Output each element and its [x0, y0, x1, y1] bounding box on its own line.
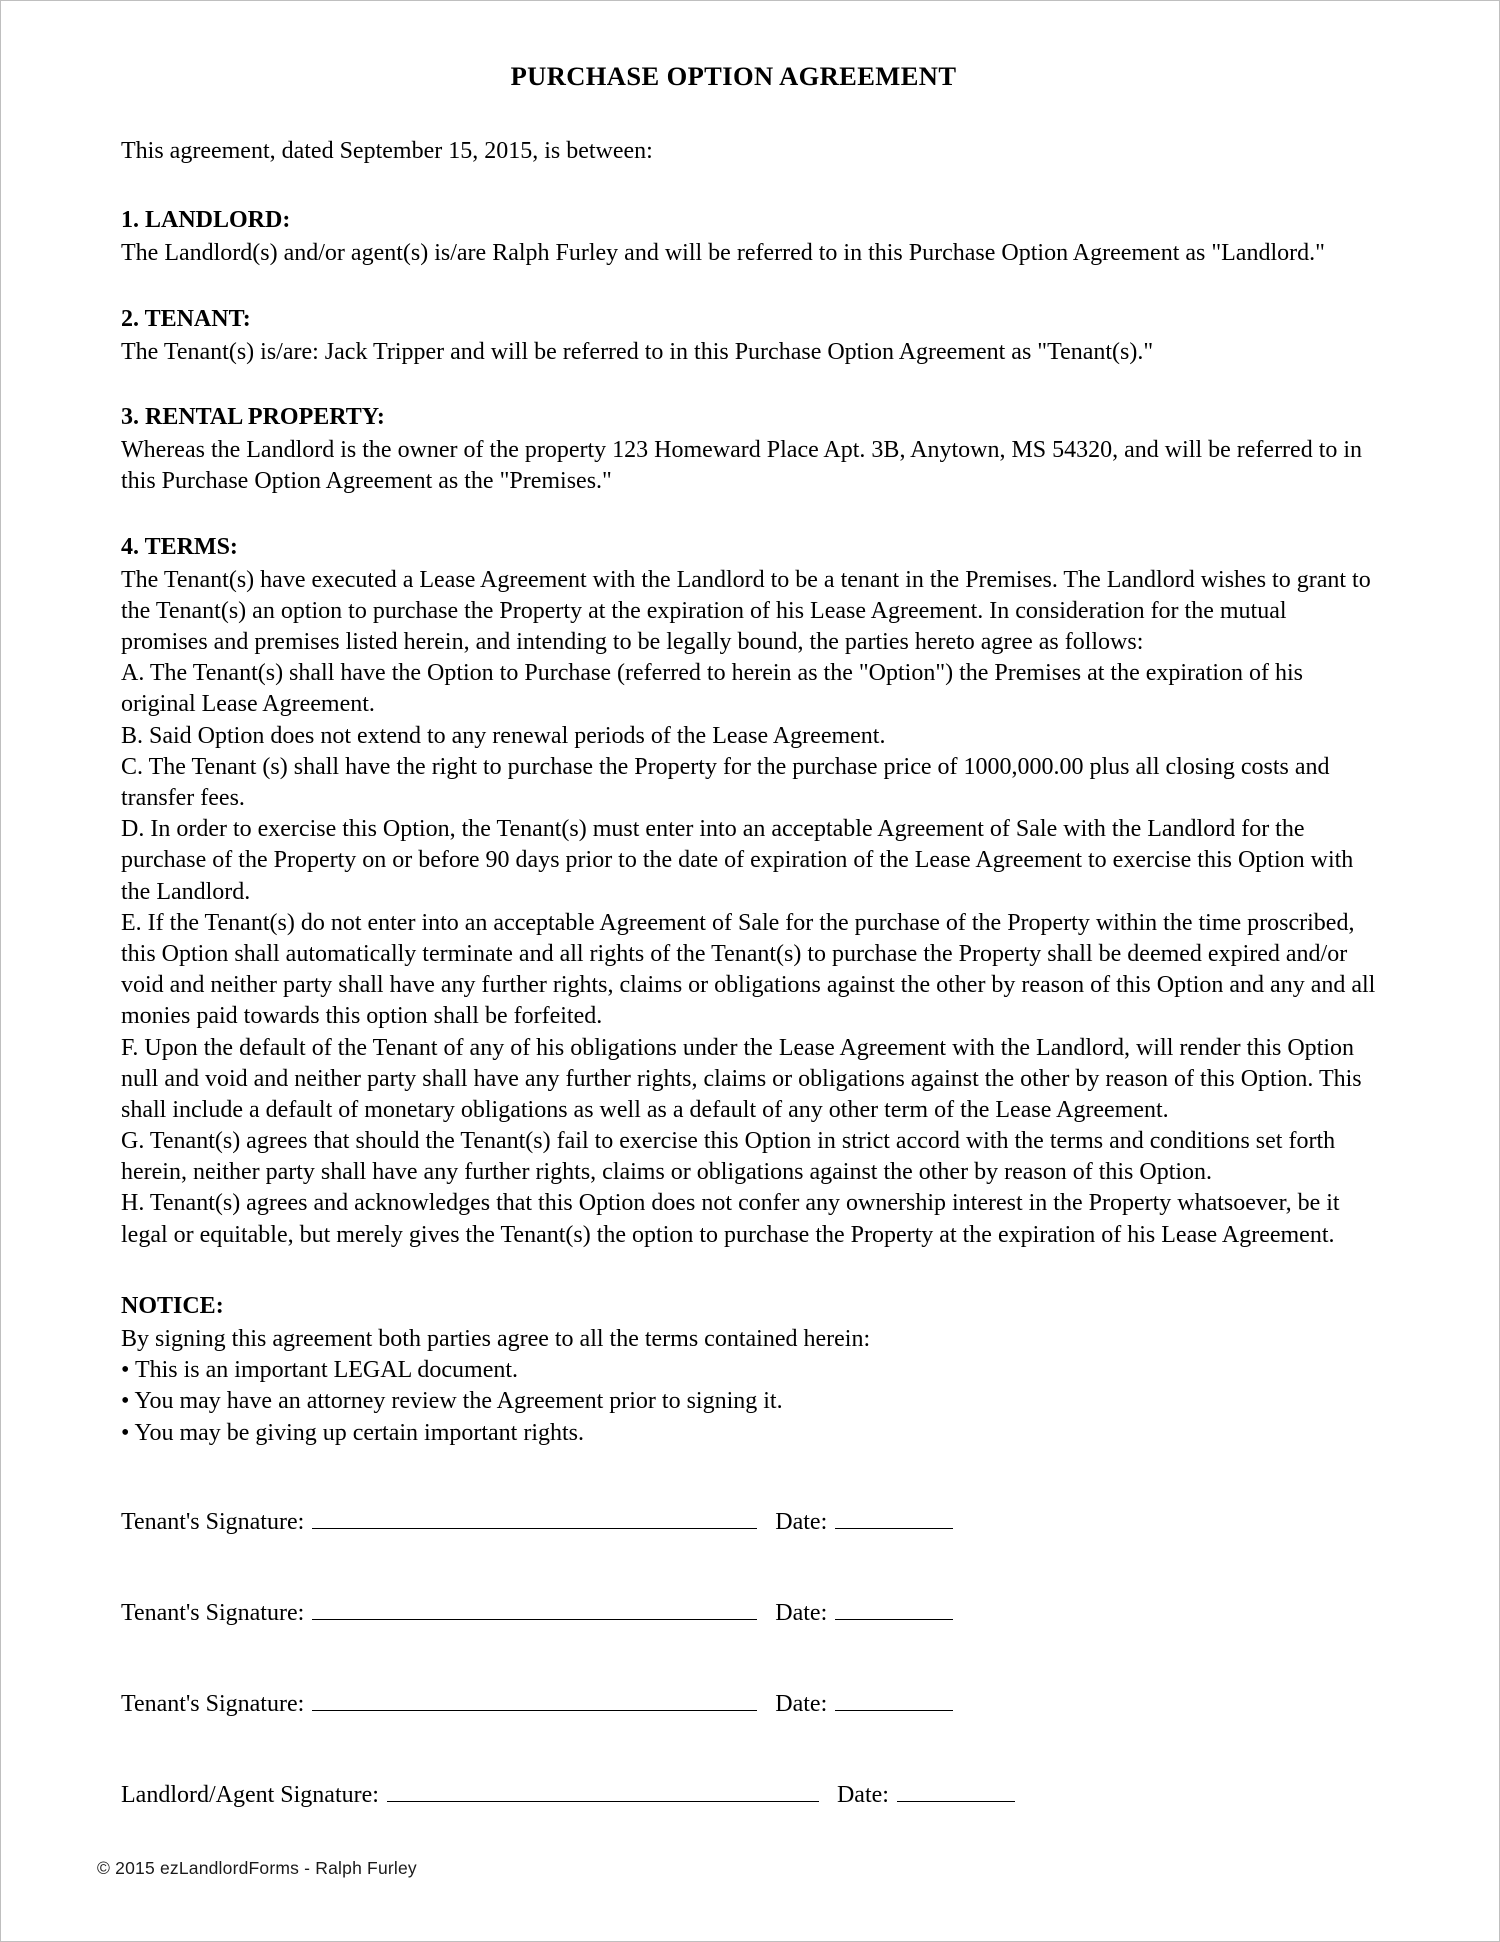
tenant-signature-label-2: Tenant's Signature: [121, 1599, 305, 1626]
tenant-signature-label-3: Tenant's Signature: [121, 1690, 305, 1717]
signature-block [121, 1509, 1376, 1809]
section-tenant-body: The Tenant(s) is/are: Jack Tripper and will be referred to in this Purchase Option Agreement as "Tenant(s)." [121, 338, 1154, 365]
footer-copyright: © 2015 ezLandlordForms - Ralph Furley [97, 1858, 417, 1878]
landlord-signature-line[interactable] [387, 1800, 819, 1802]
terms-clause-f: F. Upon the default of the Tenant of any of his obligations under the Lease Agreement with the Landlord, will render this Option null and void and neither party shall have any further rights, claims or obligations against the other by reason of this Option. This shall include a default of monetary obligations as well as a default of any other term of the Lease Agreement. [121, 1034, 1362, 1123]
terms-clause-e: E. If the Tenant(s) do not enter into an acceptable Agreement of Sale for the purchase of the Property within the time proscribed, this Option shall automatically terminate and all rights of the Tenant(s) to purchase the Property shall be deemed expired and/or void and neither party shall have any further rights, claims or obligations against the other by reason of this Option and any and all monies paid towards this option shall be forfeited. [121, 909, 1376, 1030]
notice-intro: By signing this agreement both parties agree to all the terms contained herein: [121, 1326, 871, 1352]
landlord-date-line[interactable] [897, 1800, 1015, 1802]
notice-bullet-giving-up-rights: • You may be giving up certain important rights. [121, 1419, 585, 1446]
tenant-signature-label-1: Tenant's Signature: [121, 1508, 305, 1535]
terms-clause-a: A. The Tenant(s) shall have the Option to Purchase (referred to herein as the "Option") the Premises at the expiration of his original Lease Agreement. [121, 660, 1304, 718]
section-terms-intro: The Tenant(s) have executed a Lease Agreement with the Landlord to be a tenant in the Premises. The Landlord wishes to grant to the Tenant(s) an option to purchase the Property at the expiration of his Lease Agreement. In consideration for the mutual promises and premises listed herein, and intending to be legally bound, the parties hereto agree as follows: [121, 566, 1371, 656]
section-rental-property-heading: 3. RENTAL PROPERTY: [121, 403, 385, 430]
landlord-signature-row [121, 1782, 1376, 1809]
notice-bullet-attorney-review: • You may have an attorney review the Agreement prior to signing it. [121, 1388, 783, 1415]
landlord-signature-label: Landlord/Agent Signature: [121, 1781, 379, 1808]
tenant-date-label-2: Date: [775, 1599, 828, 1626]
tenant-signature-row-3 [121, 1691, 1376, 1718]
page-title: PURCHASE OPTION AGREEMENT [510, 61, 957, 91]
tenant-signature-row-1 [121, 1509, 1376, 1536]
tenant-signature-line-2[interactable] [312, 1618, 757, 1620]
tenant-signature-row-2 [121, 1600, 1376, 1627]
section-tenant [121, 304, 1376, 368]
tenant-date-label-1: Date: [775, 1508, 828, 1535]
landlord-date-label: Date: [836, 1781, 889, 1808]
section-landlord [121, 205, 1376, 269]
notice-heading: NOTICE: [121, 1292, 224, 1319]
tenant-date-label-3: Date: [775, 1690, 828, 1717]
tenant-date-line-1[interactable] [835, 1527, 953, 1529]
terms-clause-h: H. Tenant(s) agrees and acknowledges that this Option does not confer any ownership interest in the Property whatsoever, be it legal or equitable, but merely gives the Tenant(s) the option to purchase the Property at the expiration of his Lease Agreement. [121, 1190, 1340, 1248]
terms-clause-g: G. Tenant(s) agrees that should the Tenant(s) fail to exercise this Option in strict accord with the terms and conditions set forth herein, neither party shall have any further rights, claims or obligations against the other by reason of this Option. [121, 1128, 1336, 1186]
tenant-signature-line-3[interactable] [312, 1709, 757, 1711]
section-notice [121, 1291, 1376, 1449]
document-content [121, 61, 1376, 1809]
tenant-signature-line-1[interactable] [312, 1527, 757, 1529]
section-terms-heading: 4. TERMS: [121, 533, 238, 560]
terms-clause-c: C. The Tenant (s) shall have the right to purchase the Property for the purchase price of 1000,000.00 plus all closing costs and transfer fees. [121, 753, 1330, 811]
section-tenant-heading: 2. TENANT: [121, 305, 251, 332]
tenant-date-line-2[interactable] [835, 1618, 953, 1620]
section-landlord-body: The Landlord(s) and/or agent(s) is/are Ralph Furley and will be referred to in this Purchase Option Agreement as "Landlord." [121, 240, 1325, 267]
notice-bullet-legal-document: • This is an important LEGAL document. [121, 1357, 519, 1384]
terms-clause-d: D. In order to exercise this Option, the Tenant(s) must enter into an acceptable Agreement of Sale with the Landlord for the purchase of the Property on or before 90 days prior to the date of expiration of the Lease Agreement to exercise this Option with the Landlord. [121, 816, 1354, 905]
section-rental-property-body: Whereas the Landlord is the owner of the property 123 Homeward Place Apt. 3B, Anytown, MS 54320, and will be referred to in this Purchase Option Agreement as the "Premises." [121, 437, 1363, 495]
section-landlord-heading: 1. LANDLORD: [121, 207, 291, 234]
section-rental-property [121, 402, 1376, 498]
section-terms [121, 532, 1376, 1251]
agreement-intro-paragraph: This agreement, dated September 15, 2015, is between: [121, 138, 653, 164]
tenant-date-line-3[interactable] [835, 1709, 953, 1711]
terms-clause-b: B. Said Option does not extend to any renewal periods of the Lease Agreement. [121, 722, 886, 749]
